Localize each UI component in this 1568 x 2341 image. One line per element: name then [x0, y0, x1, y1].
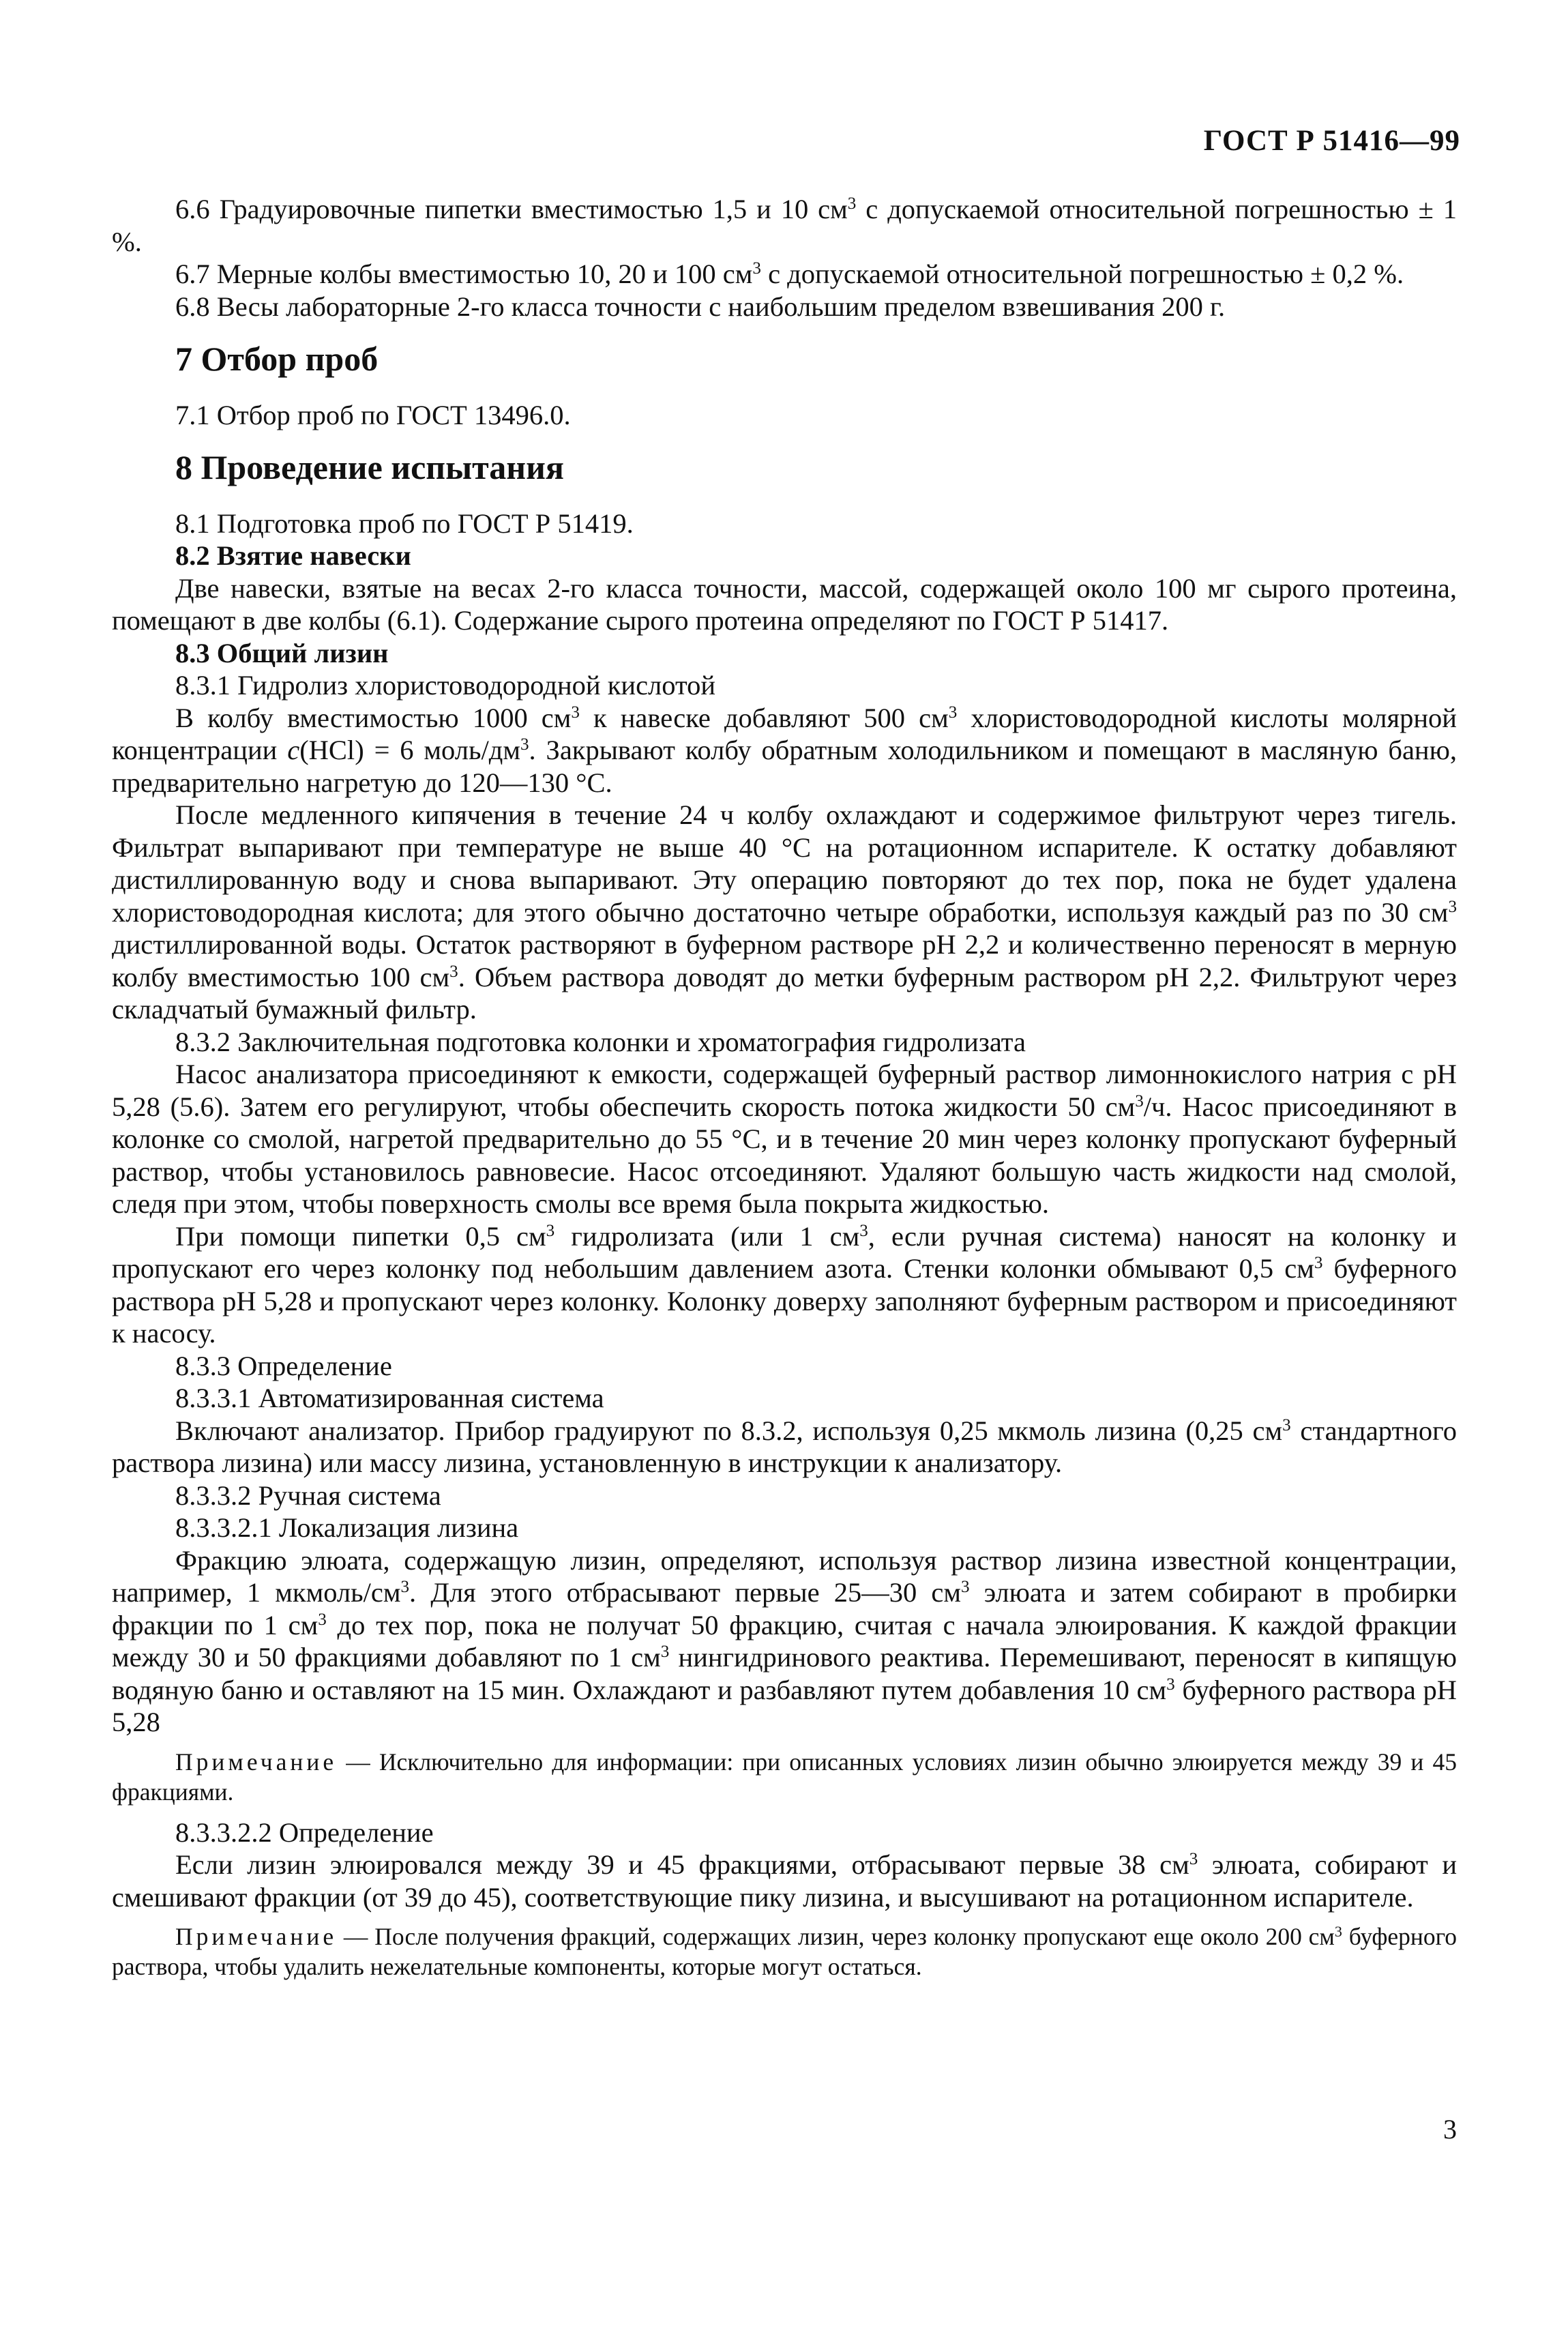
note-2: Примечание — После получения фракций, содержащих лизин, через колонку пропускают еще около 200 $см^3$ буферного раствора, чтобы удалить нежелательные компоненты, которые могут остаться.: [112, 1922, 1458, 1980]
paragraph-8-3-3-1: Включают анализатор. Прибор градуируют по 8.3.2, используя 0,25 мкмоль лизина (0,25 $см^3$ стандартного раствора лизина) или массу лизина, установленную в инструкции к анализатору.: [112, 1415, 1457, 1478]
page-body: [112, 193, 1457, 1982]
subsection-8-3-3-2-heading: 8.3.3.2 Ручная система: [175, 1479, 441, 1511]
paragraph-8-1: 8.1 Подготовка проб по ГОСТ Р 51419.: [175, 507, 634, 539]
paragraph-8-2: Две навески, взятые на весах 2-го класса точности, массой, содержащей около 100 мг сырого протеина, помещают в две колбы (6.1). Содержание сырого протеина определяют по ГОСТ Р 51417.: [112, 572, 1457, 636]
note-1: Примечание — Исключительно для информации: при описанных условиях лизин обычно элюируется между 39 и 45 фракциями.: [112, 1748, 1457, 1806]
subsection-8-3-1-heading: 8.3.1 Гидролиз хлористоводородной кислотой: [175, 670, 716, 701]
paragraph-8-3-1-a: В колбу вместимостью 1000 $см^3$ к навеске добавляют 500 $см^3$ хлористоводородной кислоты молярной концентрации c(HCl) = 6 моль/$дм^3$. Закрывают колбу обратным холодильником и помещают в масляную баню, предварительно нагретую до 120—130 °С.: [112, 702, 1457, 798]
paragraph-8-3-3-2-2: Если лизин элюировался между 39 и 45 фракциями, отбрасывают первые 38 $см^3$ элюата, собирают и смешивают фракции (от 39 до 45), соответствующие пику лизина, и высушивают на ротационном испарителе.: [112, 1849, 1457, 1913]
subsection-8-3-3-2-1-heading: 8.3.3.2.1 Локализация лизина: [175, 1512, 519, 1543]
paragraph-6-7: 6.7 Мерные колбы вместимостью 10, 20 и 100 $см^3$ с допускаемой относительной погрешностью ± 0,2 %.: [175, 259, 1404, 289]
subsection-8-3-3-2-2-heading: 8.3.3.2.2 Определение: [175, 1816, 434, 1848]
standard-header: ГОСТ Р 51416—99: [1203, 125, 1460, 157]
subsection-8-2-heading: 8.2 Взятие навески: [175, 540, 411, 571]
subsection-8-3-3-1-heading: 8.3.3.1 Автоматизированная система: [175, 1383, 604, 1413]
section-8-heading: 8 Проведение испытания: [175, 448, 564, 486]
page-number: 3: [1443, 2114, 1457, 2145]
paragraph-6-6: 6.6 Градуировочные пипетки вместимостью 1,5 и 10 $см^3$ с допускаемой относительной погрешностью ± 1 %.: [112, 194, 1457, 257]
subsection-8-3-3-heading: 8.3.3 Определение: [175, 1350, 392, 1381]
paragraph-6-8: 6.8 Весы лабораторные 2-го класса точности с наибольшим пределом взвешивания 200 г.: [175, 291, 1226, 322]
section-7-heading: 7 Отбор проб: [175, 340, 379, 378]
paragraph-8-3-2-b: При помощи пипетки 0,5 $см^3$ гидролизата (или 1 $см^3$, если ручная система) наносят на колонку и пропускают его через колонку под небольшим давлением азота. Стенки колонки обмывают 0,5 $см^3$ буферного раствора pH 5,28 и пропускают через колонку. Колонку доверху заполняют буферным раствором и присоединяют к насосу.: [112, 1220, 1457, 1349]
paragraph-8-3-2-a: Насос анализатора присоединяют к емкости, содержащей буферный раствор лимоннокислого натрия с pH 5,28 (5.6). Затем его регулируют, чтобы обеспечить скорость потока жидкости 50 $см^3/ч$. Насос присоединяют в колонке со смолой, нагретой предварительно до 55 °С, и в течение 20 мин через колонку пропускают буферный раствор, чтобы установилось равновесие. Насос отсоединяют. Удаляют большую часть жидкости над смолой, следя при этом, чтобы поверхность смолы все время была покрыта жидкостью.: [112, 1059, 1457, 1219]
paragraph-7-1: 7.1 Отбор проб по ГОСТ 13496.0.: [175, 399, 571, 430]
paragraph-8-3-3-2-1: Фракцию элюата, содержащую лизин, определяют, используя раствор лизина известной концентрации, например, 1 мкмоль/$см^3$. Для этого отбрасывают первые 25—30 $см^3$ элюата и затем собирают в пробирки фракции по 1 $см^3$ до тех пор, пока не получат 50 фракцию, считая с начала элюирования. К каждой фракции между 30 и 50 фракциями добавляют по 1 $см^3$ нингидринового реактива. Перемешивают, переносят в кипящую водяную баню и оставляют на 15 мин. Охлаждают и разбавляют путем добавления 10 $см^3$ буферного раствора pH 5,28: [112, 1544, 1458, 1737]
subsection-8-3-heading: 8.3 Общий лизин: [175, 637, 389, 668]
subsection-8-3-2-heading: 8.3.2 Заключительная подготовка колонки и хроматография гидролизата: [175, 1026, 1026, 1057]
paragraph-8-3-1-b: После медленного кипячения в течение 24 ч колбу охлаждают и содержимое фильтруют через тигель. Фильтрат выпаривают при температуре не выше 40 °С на ротационном испарителе. К остатку добавляют дистиллированную воду и снова выпаривают. Эту операцию повторяют до тех пор, пока не будет удалена хлористоводородная кислота; для этого обычно достаточно четыре обработки, используя каждый раз по 30 $см^3$ дистиллированной воды. Остаток растворяют в буферном растворе pH 2,2 и количественно переносят в мерную колбу вместимостью 100 $см^3$. Объем раствора доводят до метки буферным раствором pH 2,2. Фильтруют через складчатый бумажный фильтр.: [112, 799, 1458, 1025]
